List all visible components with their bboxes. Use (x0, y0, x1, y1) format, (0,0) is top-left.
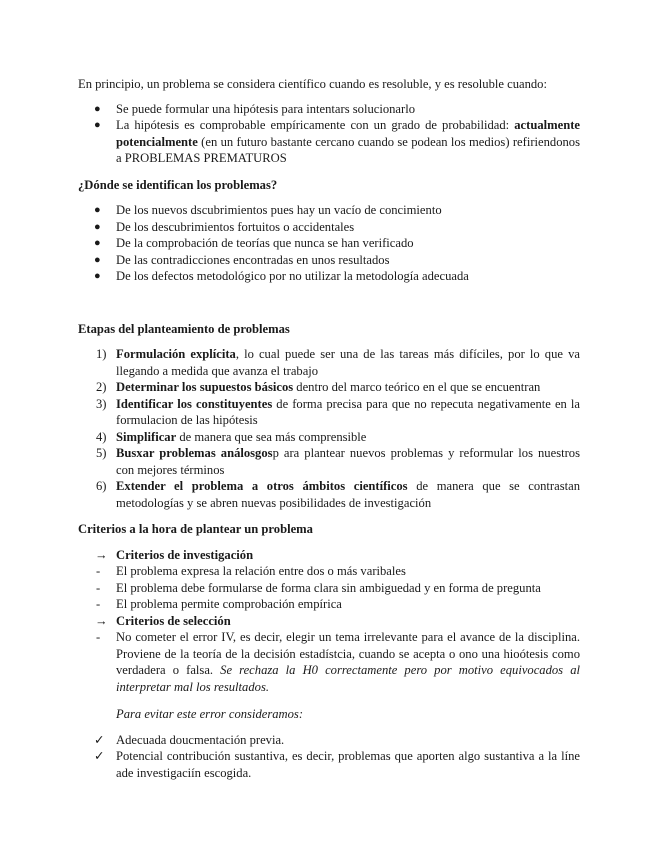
selection-criteria-heading (78, 613, 580, 630)
list-item (78, 252, 580, 269)
italic-note: Se rechaza la H0 correctamente pero por motivo equivocados al interpretar mal los resultados. (116, 663, 580, 694)
list-item-text: El problema debe formularse de forma clara sin ambiguedad y en forma de pregunta (116, 580, 541, 595)
dash-marker: - (96, 597, 101, 611)
stages-heading: Etapas del planteamiento de problemas (78, 321, 290, 336)
list-item (78, 596, 580, 613)
list-item (78, 202, 580, 219)
checklist-item (78, 748, 580, 781)
document-page (78, 76, 580, 781)
bullet-icon: ● (94, 102, 101, 115)
list-item (78, 117, 580, 167)
selection-criteria-title: Criterios de selección (116, 613, 231, 628)
stage-text: de forma precisa para que no repecuta negativamente en la formulacion de las hipótesis (116, 396, 580, 427)
list-item-text: No cometer el error IV, es decir, elegir un tema irrelevante para el avance de la disciplina. Proviene de la teoría de la decisión estadístcia, cuando se acepta o ono una hioótesis como verdadera o falsa. Se rechaza la H0 correctamente pero por motivo equivocados al interpretar mal los resultados. (116, 630, 580, 694)
list-item-text: De la comprobación de teorías que nunca se han verificado (116, 236, 414, 250)
checklist-item (78, 732, 580, 749)
dash-marker: - (96, 630, 101, 644)
bullet-icon: ● (94, 270, 101, 282)
stages-list (78, 346, 580, 511)
dash-marker: - (96, 580, 101, 595)
stage-number: 6) (96, 479, 107, 493)
list-item-text: De los descubrimientos fortuitos o accidentales (116, 219, 355, 234)
bullet-icon: ● (94, 237, 101, 249)
list-item-text: El problema expresa la relación entre dos o más varibales (116, 564, 406, 578)
stage-text: , lo cual puede ser una de las tareas más difíciles, por lo que va llegando a medida que avanza el trabajo (116, 347, 580, 378)
list-item-text: Potencial contribución sustantiva, es decir, problemas que aporten algo sustantiva a la líne ade investigaciín escogida. (116, 749, 580, 780)
stage-number: 5) (96, 446, 107, 460)
stage-title: Simplificar (116, 429, 177, 444)
list-item-text: La hipótesis es comprobable empíricamente con un grado de probabilidad: actualmente potencialmente (en un futuro bastante cercano cuando se podean los medios) refiriendonos a PROBLEMAS PREMATUROS (116, 118, 580, 165)
list-item (78, 580, 580, 597)
stage-title: Identificar los constituyentes (116, 396, 273, 411)
resolvable-conditions-list (78, 101, 580, 167)
bullet-icon: ● (94, 119, 101, 131)
stage-number: 3) (96, 396, 107, 411)
stage-number: 2) (96, 380, 107, 394)
research-criteria-list (78, 563, 580, 613)
stage-item (78, 429, 580, 446)
criteria-heading: Criterios a la hora de plantear un problema (78, 522, 313, 536)
arrow-right-icon: → (95, 547, 108, 562)
where-list (78, 202, 580, 285)
stage-text: p ara plantear nuevos problemas y reformular los nuestros con mejores términos (116, 446, 580, 477)
list-item-text: Se puede formular una hipótesis para intentars solucionarlo (116, 101, 416, 116)
list-item (78, 268, 580, 285)
stage-title: Busxar problemas análosgos (116, 446, 273, 460)
list-item (78, 629, 580, 695)
bullet-icon: ● (94, 253, 101, 266)
avoid-error-heading: Para evitar este error consideramos: (116, 707, 304, 721)
stage-number: 4) (96, 429, 107, 444)
bullet-icon: ● (94, 204, 101, 216)
stage-title: Determinar los supuestos básicos (116, 380, 294, 394)
selection-criteria-list (78, 629, 580, 695)
research-criteria-title: Criterios de investigación (116, 547, 254, 562)
research-criteria-heading (78, 547, 580, 564)
bullet-icon: ● (94, 220, 101, 233)
stage-title: Extender el problema a otros ámbitos científicos (116, 479, 408, 493)
dash-marker: - (96, 564, 101, 578)
checklist (78, 732, 580, 782)
stage-text: de manera que se contrastan metodologías y se abren nuevas posibilidades de investigación (116, 479, 580, 510)
stage-item (78, 445, 580, 478)
stage-title: Formulación explícita (116, 347, 236, 361)
stage-item (78, 379, 580, 396)
stage-item (78, 346, 580, 379)
stage-text: dentro del marco teórico en el que se encuentran (293, 380, 541, 394)
list-item-text: Adecuada doucmentación previa. (116, 732, 285, 747)
arrow-right-icon: → (95, 613, 108, 628)
list-item (78, 219, 580, 236)
intro-paragraph: En principio, un problema se considera científico cuando es resoluble, y es resoluble cuando: (78, 77, 547, 91)
list-item-text: El problema permite comprobación empírica (116, 597, 342, 611)
check-icon: ✓ (94, 732, 105, 747)
where-heading: ¿Dónde se identifican los problemas? (78, 177, 278, 192)
stage-item (78, 396, 580, 429)
list-item (78, 235, 580, 252)
list-item (78, 101, 580, 118)
stage-number: 1) (96, 347, 107, 361)
check-icon: ✓ (94, 749, 105, 763)
emphasis-text: actualmente potencialmente (116, 118, 580, 149)
list-item (78, 563, 580, 580)
stage-text: de manera que sea más comprensible (176, 429, 367, 444)
stage-item (78, 478, 580, 511)
list-item-text: De los nuevos dscubrimientos pues hay un vacío de concimiento (116, 203, 442, 217)
list-item-text: De las contradicciones encontradas en unos resultados (116, 252, 390, 267)
list-item-text: De los defectos metodológico por no utilizar la metodología adecuada (116, 269, 469, 283)
